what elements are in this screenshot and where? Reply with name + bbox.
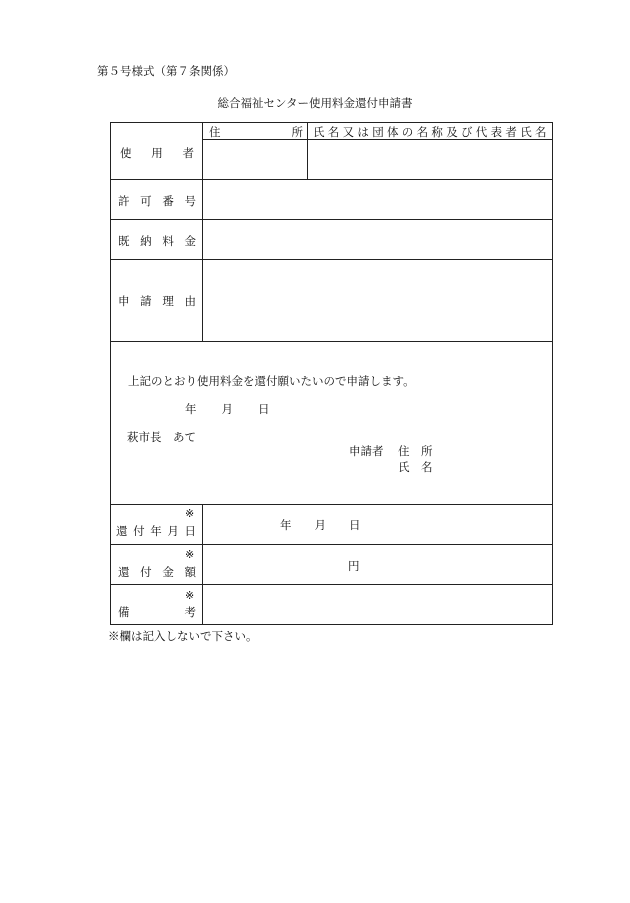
char: 既: [118, 234, 130, 248]
char: 考: [184, 605, 196, 619]
char: 理: [162, 294, 174, 308]
remarks-label: [110, 604, 202, 620]
month-char: 月: [221, 402, 233, 416]
address-field[interactable]: [203, 140, 307, 179]
char: 所: [291, 125, 303, 139]
char: 申: [118, 294, 130, 308]
char: 備: [118, 605, 130, 619]
application-statement: 上記のとおり使用料金を還付願いたいので申請します。: [128, 374, 415, 388]
char: 住: [209, 125, 221, 139]
name-field[interactable]: [308, 140, 552, 179]
year-char: 年: [280, 518, 292, 532]
char: 者: [182, 146, 194, 160]
char: 還: [118, 565, 130, 579]
address-header: [209, 124, 303, 140]
office-use-mark: ※: [185, 589, 195, 602]
reason-field[interactable]: [203, 260, 552, 341]
remarks-field[interactable]: [203, 585, 552, 624]
char: 可: [140, 194, 152, 208]
char: 請: [140, 294, 152, 308]
char: 料: [162, 234, 174, 248]
char: 納: [140, 234, 152, 248]
footnote: ※欄は記入しないで下さい。: [108, 629, 258, 643]
char: 額: [184, 565, 196, 579]
user-label: [110, 145, 202, 161]
permit-number-label: [110, 193, 202, 209]
document-title: 総合福祉センター使用料金還付申請書: [217, 96, 413, 110]
day-char: 日: [349, 518, 361, 532]
application-date: [185, 401, 270, 417]
char: 号: [184, 194, 196, 208]
refund-date-value[interactable]: [280, 517, 361, 533]
char: 付: [140, 565, 152, 579]
addressee: 萩市長 あて: [127, 430, 196, 444]
month-char: 月: [314, 518, 326, 532]
applicant-label: 申請者: [349, 444, 384, 458]
char: 用: [151, 146, 163, 160]
day-char: 日: [258, 402, 270, 416]
char: 番: [162, 194, 174, 208]
char: 年: [150, 524, 162, 538]
char: 付: [133, 524, 145, 538]
char: 金: [162, 565, 174, 579]
char: 金: [184, 234, 196, 248]
paid-fee-label: [110, 233, 202, 249]
char: 還: [116, 524, 128, 538]
char: 許: [118, 194, 130, 208]
char: 使: [120, 146, 132, 160]
paid-fee-field[interactable]: [203, 220, 552, 259]
applicant-name-label: 氏 名: [398, 460, 433, 474]
permit-number-field[interactable]: [203, 180, 552, 219]
applicant-address-label: 住 所: [398, 444, 433, 458]
name-header: 氏名又は団体の名称及び代表者氏名: [313, 125, 550, 139]
office-use-mark: ※: [185, 548, 195, 561]
refund-amount-label: [110, 564, 202, 580]
office-use-mark: ※: [185, 507, 195, 520]
refund-date-label: [110, 523, 202, 539]
char: 日: [184, 524, 196, 538]
char: 月: [167, 524, 179, 538]
char: 由: [184, 294, 196, 308]
year-char: 年: [185, 402, 197, 416]
reason-label: [110, 293, 202, 309]
form-number: 第５号様式（第７条関係）: [97, 64, 235, 78]
refund-amount-unit: 円: [348, 559, 360, 573]
